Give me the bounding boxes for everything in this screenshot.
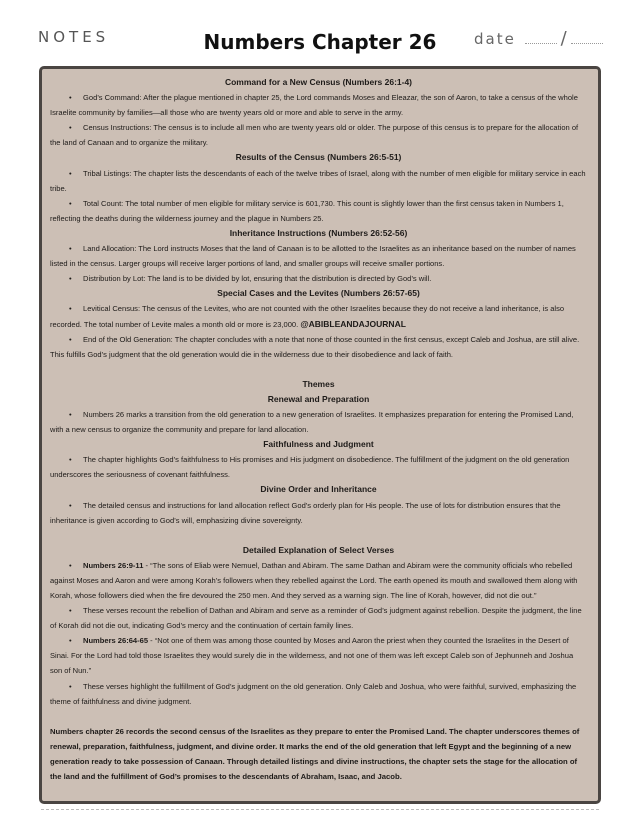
paragraph (50, 332, 587, 362)
paragraph-text: Distribution by Lot: The land is to be divided by lot, ensuring that the distribution is directed by God’s will. (83, 274, 432, 284)
bullet-icon: • (69, 455, 72, 465)
paragraph (50, 271, 587, 286)
paragraph (50, 196, 587, 226)
bullet-icon: • (69, 636, 72, 646)
paragraph (50, 558, 587, 603)
paragraph-text: God’s Command: After the plague mentioned in chapter 25, the Lord commands Moses and Eleazar, the son of Aaron, to take a census of the whole Israelite community by families—all those who are twenty years old or more and able to serve in the army. (50, 93, 578, 118)
bullet-icon: • (69, 244, 72, 254)
paragraph-text: End of the Old Generation: The chapter concludes with a note that none of those counted in the first census, except Caleb and Joshua, are still alive. This fulfills God’s judgment that the old generation would die in the wilderness due to their disobedience and lack of faith. (50, 334, 580, 359)
paragraph (50, 301, 587, 331)
paragraph (50, 679, 587, 709)
paragraph-text: Numbers 26 marks a transition from the old generation to a new generation of Israelites. It emphasizes preparation for entering the Promised Land, with a new census to organize the community and prepare for land allocation. (50, 409, 574, 435)
bullet-icon: • (69, 198, 72, 208)
verses-heading: Detailed Explanation of Select Verses (242, 544, 395, 555)
themes-heading: Themes (302, 378, 335, 389)
paragraph-text: The detailed census and instructions for land allocation reflect God’s orderly plan for His people. The use of lots for distribution ensures that the inheritance is given according to God’s will, emphasizing divine sovereignty. (50, 500, 561, 525)
paragraph-text: Tribal Listings: The chapter lists the descendants of each of the twelve tribes of Israel, along with the number of men eligible for military service in each tribe. (50, 168, 586, 193)
paragraph-text: These verses highlight the fulfillment of God’s judgment on the old generation. Only Caleb and Joshua, who were faithful, survived, emphasizing the theme of faithfulness and divine judgment. (50, 681, 577, 706)
theme-heading-faithfulness: Faithfulness and Judgment (263, 439, 374, 450)
paragraph-text: The chapter highlights God’s faithfulness to His promises and His judgment on disobedience. The fulfillment of the judgment on the old generation underscores the seriousness of covenant faithfulness. (50, 455, 570, 480)
date-separator: / (560, 28, 567, 49)
paragraph-text: Census Instructions: The census is to include all men who are twenty years old or older. The purpose of this census is to prepare for the allocation of the land of Canaan and to organize the military. (50, 123, 579, 148)
bullet-icon: • (69, 304, 72, 314)
bullet-icon: • (69, 274, 72, 284)
verse-text: - “The sons of Eliab were Nemuel, Dathan and Abiram. The same Dathan and Abiram were the community officials who rebelled against Moses and Aaron and were among Korah’s followers when they rebelled against the Lord. The earth opened its mouth and swallowed them along with Korah, whose followers died when the fire devoured the 250 men. And they served as a warning sign. The line of Korah, however, did not die out.” (50, 560, 578, 600)
bottom-divider (41, 809, 599, 810)
section-heading-census-results: Results of the Census (Numbers 26:5-51) (235, 152, 402, 163)
paragraph (50, 452, 587, 482)
notes-label: NOTES (38, 28, 110, 46)
paragraph (50, 166, 587, 196)
theme-heading-renewal: Renewal and Preparation (267, 393, 370, 404)
bullet-icon: • (69, 93, 72, 103)
verse-reference: Numbers 26:64-65 (83, 636, 149, 646)
theme-heading-divine-order: Divine Order and Inheritance (260, 484, 377, 495)
paragraph (50, 498, 587, 528)
notes-panel (39, 66, 601, 804)
section-heading-inheritance: Inheritance Instructions (Numbers 26:52-56) (229, 227, 408, 238)
date-field[interactable] (474, 28, 605, 49)
paragraph-text: Total Count: The total number of men eligible for military service is 601,730. This count is slightly lower than the first census taken in Numbers 1, reflecting the deaths during the wilderness journey and the plague in Numbers 25. (50, 198, 564, 223)
paragraph (50, 120, 587, 150)
bullet-icon: • (69, 500, 72, 510)
verse-reference: Numbers 26:9-11 (83, 560, 144, 570)
page-title: Numbers Chapter 26 (203, 30, 437, 54)
paragraph (50, 603, 587, 633)
date-label: date (474, 30, 516, 48)
bullet-icon: • (69, 168, 72, 178)
bullet-icon: • (69, 409, 72, 419)
watermark-handle: @ABIBLEANDAJOURNAL (300, 318, 406, 329)
chapter-summary: Numbers chapter 26 records the second census of the Israelites as they prepare to enter the Promised Land. The chapter underscores themes of renewal, preparation, faithfulness, judgment, and divine order. It marks the end of the old generation that left Egypt and the beginning of a new generation ready to take possession of Canaan. Through detailed listings and divine instructions, the chapter sets the stage for the allocation of the land and the fulfillment of God’s promises to the descendants of Abraham, Isaac, and Jacob. (50, 726, 580, 782)
verse-text: - “Not one of them was among those counted by Moses and Aaron the priest when they counted the Israelites in the Desert of Sinai. For the Lord had told those Israelites they would surely die in the wilderness, and not one of them was left except Caleb son of Jephunneh and Joshua son of Nun.” (50, 636, 574, 676)
bullet-icon: • (69, 334, 72, 344)
bullet-icon: • (69, 123, 72, 133)
date-day-blank[interactable] (571, 33, 603, 44)
date-month-blank[interactable] (525, 33, 557, 44)
paragraph-text: Land Allocation: The Lord instructs Moses that the land of Canaan is to be allotted to the Israelites as an inheritance based on the number of names listed in the census. Larger groups will receive larger portions of land, and smaller groups will receive smaller portions. (50, 244, 576, 269)
section-heading-census-command: Command for a New Census (Numbers 26:1-4) (224, 77, 413, 87)
paragraph (50, 407, 587, 437)
paragraph-text: These verses recount the rebellion of Dathan and Abiram and serve as a reminder of God’s judgment against rebellion. Despite the judgment, the line of Korah did not die out, indicating God’s mercy and the continuation of certain family lines. (50, 606, 582, 631)
paragraph (50, 633, 587, 678)
bullet-icon: • (69, 560, 72, 570)
paragraph (50, 90, 587, 120)
bullet-icon: • (69, 681, 72, 691)
paragraph (50, 241, 587, 271)
paragraph-text: Levitical Census: The census of the Levites, who are not counted with the other Israelites because they do not receive a land inheritance, is also recorded. The total number of Levite males a month old or more is 23,000. (50, 304, 565, 329)
bullet-icon: • (69, 606, 72, 616)
section-heading-levites: Special Cases and the Levites (Numbers 26:57-65) (217, 288, 420, 299)
